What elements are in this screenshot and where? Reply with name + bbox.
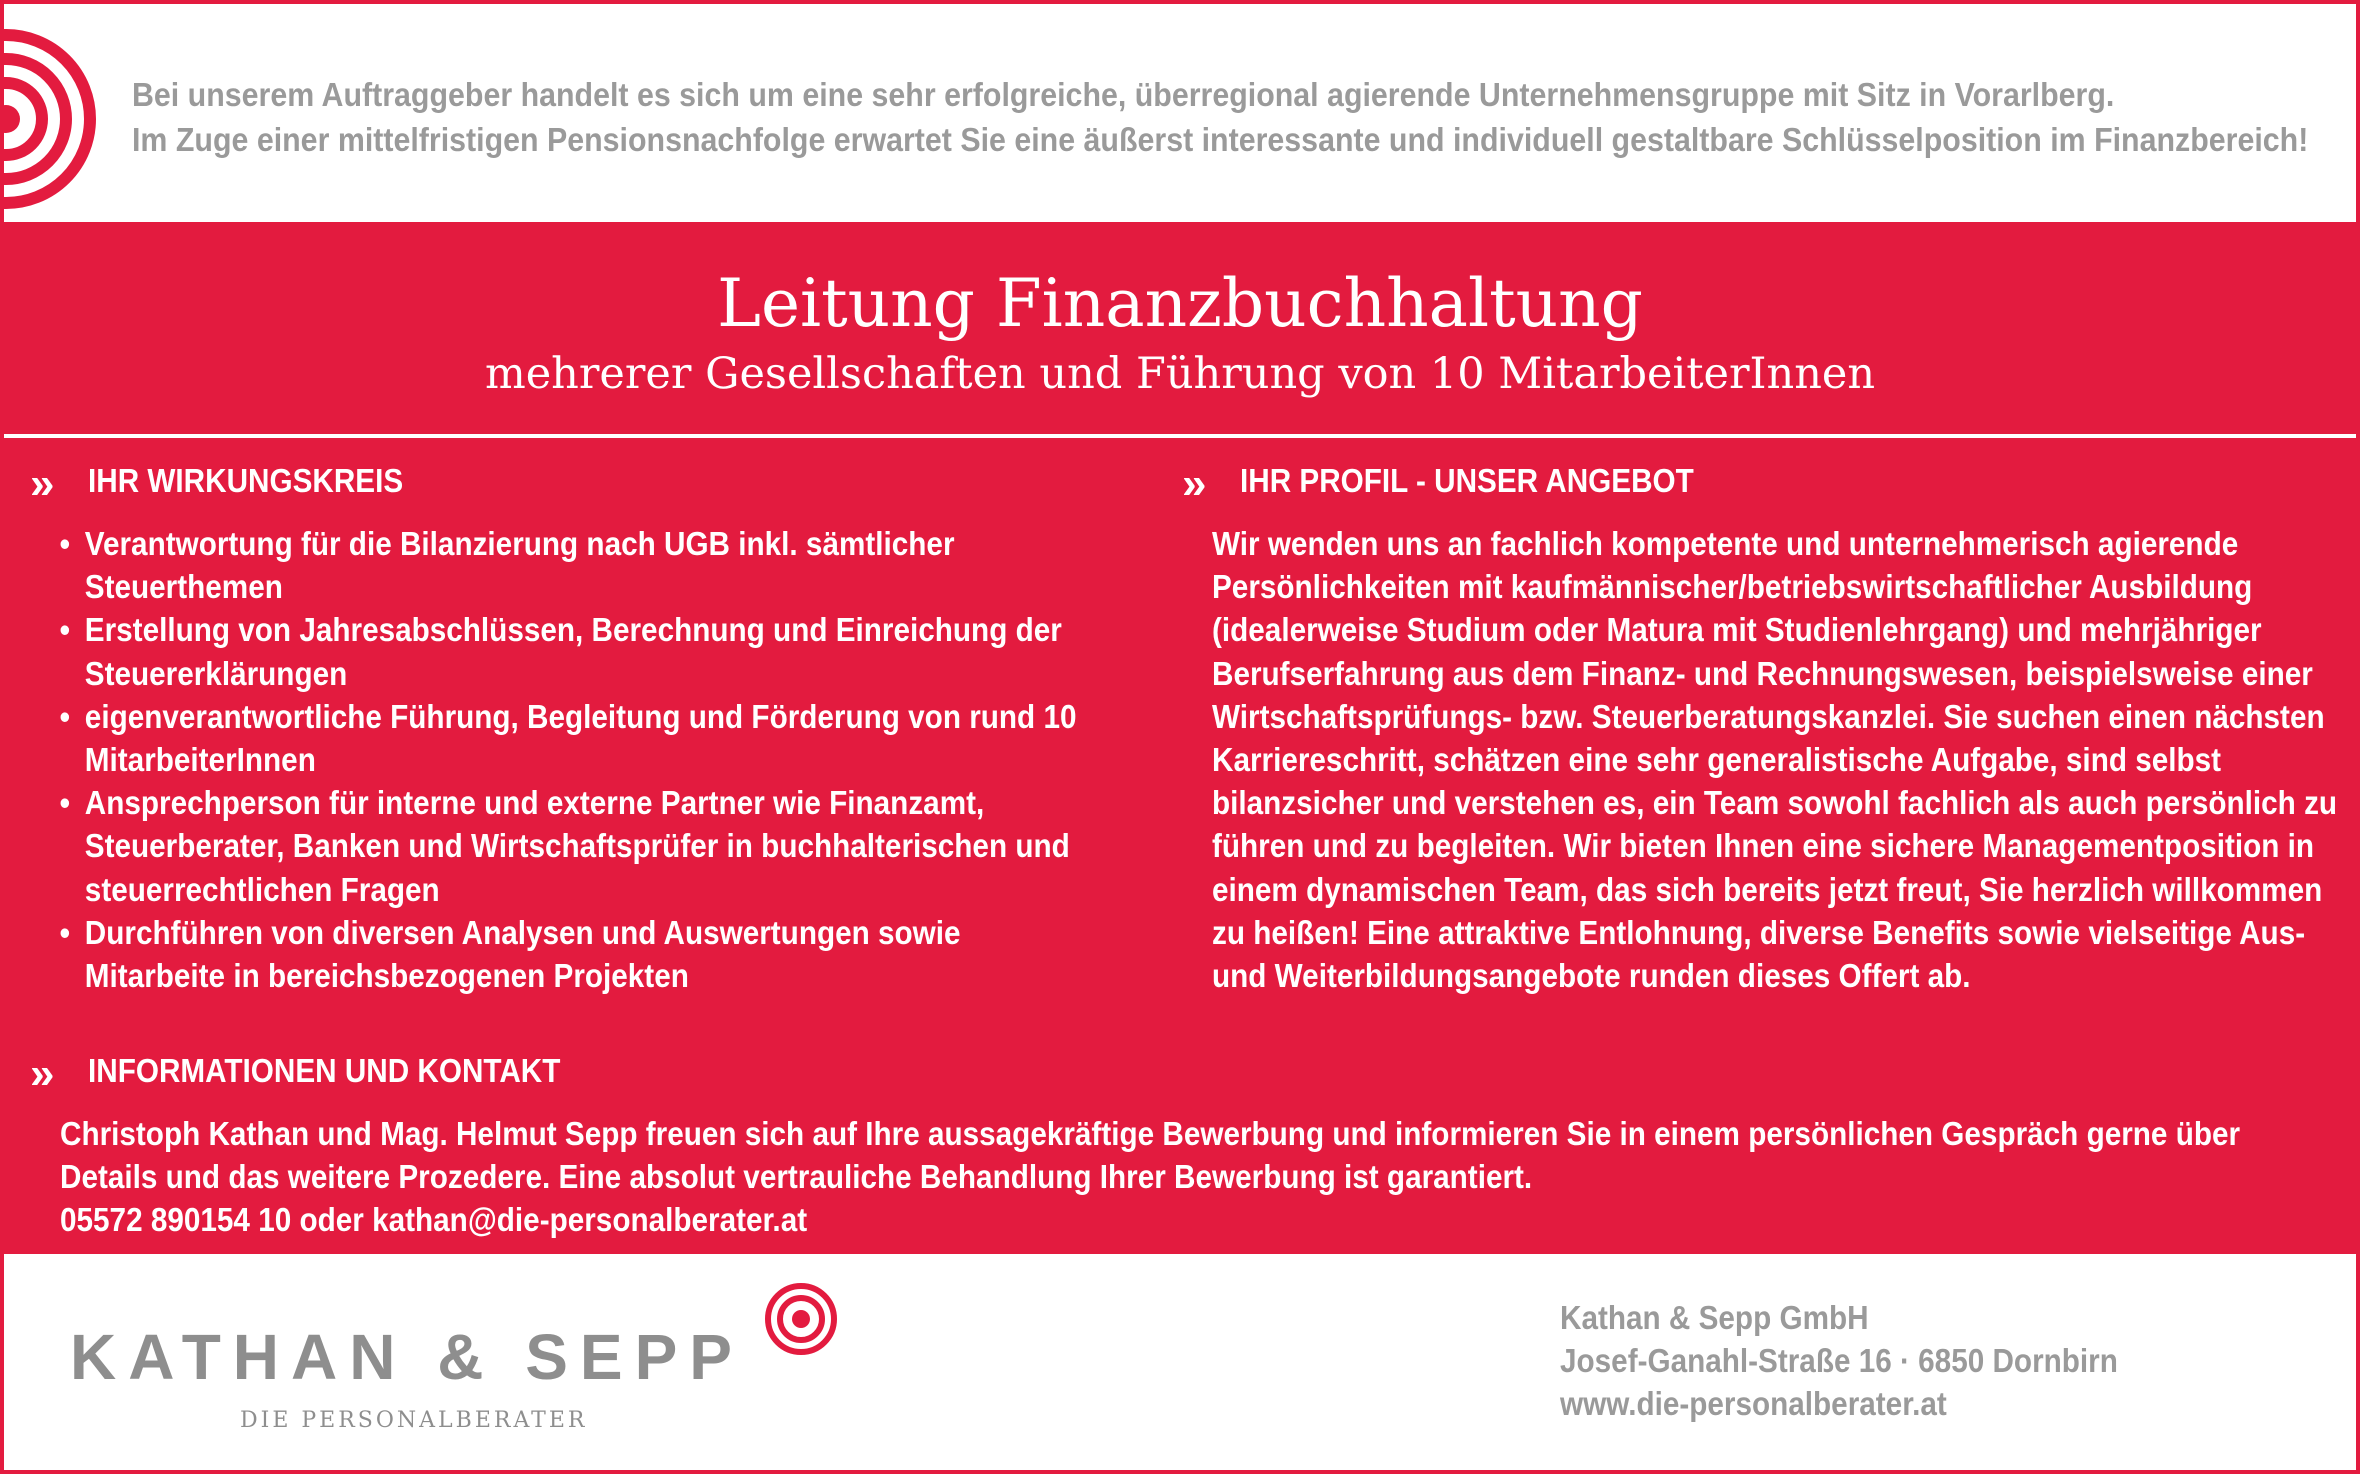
intro-text: [132, 72, 2309, 162]
logo-target-icon: [764, 1282, 838, 1356]
wirkungskreis-list: [56, 522, 1226, 997]
job-title: Leitung Finanzbuchhaltung: [717, 265, 1643, 342]
chevron-right-icon: »: [30, 1049, 55, 1098]
website-link[interactable]: www.die-personalberater.at: [1560, 1385, 1947, 1422]
list-item: • Durchführen von diversen Analysen und Auswertungen sowie Mitarbeite in bereichsbezogenen Projekten: [56, 911, 1109, 997]
list-item: • Verantwortung für die Bilanzierung nach UGB inkl. sämtlicher Steuerthemen: [56, 522, 1109, 608]
contact-line: Christoph Kathan und Mag. Helmut Sepp freuen sich auf Ihre aussagekräftige Bewerbung und informieren Sie in einem persönlichen Gespräch gerne über: [60, 1115, 2241, 1152]
section-heading-kontakt: INFORMATIONEN UND KONTAKT: [88, 1052, 561, 1089]
chevron-right-icon: »: [1182, 459, 1207, 508]
company-logo-tagline: DIE PERSONALBERATER: [240, 1408, 588, 1433]
section-heading-profil: IHR PROFIL - UNSER ANGEBOT: [1240, 462, 1694, 499]
chevron-right-icon: »: [30, 459, 55, 508]
company-name: Kathan & Sepp GmbH: [1560, 1299, 1869, 1336]
job-subtitle: mehrerer Gesellschaften und Führung von 10 MitarbeiterInnen: [484, 349, 1876, 399]
divider: [4, 434, 2356, 438]
list-item: • Ansprechperson für interne und externe Partner wie Finanzamt, Steuerberater, Banken und Wirtschaftsprüfer in buchhalterischen und steuerrechtlichen Fragen: [56, 781, 1109, 911]
company-address: [1560, 1296, 2118, 1425]
contact-line: Details und das weitere Prozedere. Eine absolut vertrauliche Behandlung Ihrer Bewerbung ist garantiert.: [60, 1158, 1533, 1196]
list-item: • Erstellung von Jahresabschlüssen, Berechnung und Einreichung der Steuererklärungen: [56, 608, 1109, 694]
company-logo: KATHAN & SEPP: [70, 1321, 744, 1393]
street-address: Josef-Ganahl-Straße 16 · 6850 Dornbirn: [1560, 1342, 2118, 1379]
target-icon: [0, 29, 96, 209]
contact-details[interactable]: 05572 890154 10 oder kathan@die-personalberater.at: [60, 1201, 808, 1239]
headline: [4, 222, 2356, 434]
list-item: • eigenverantwortliche Führung, Begleitung und Förderung von rund 10 MitarbeiterInnen: [56, 695, 1109, 781]
footer: [4, 1254, 2356, 1474]
content-band: [4, 222, 2356, 1254]
intro-line: Bei unserem Auftraggeber handelt es sich um eine sehr erfolgreiche, überregional agierende Unternehmensgruppe mit Sitz in Vorarlberg.: [132, 76, 2115, 113]
intro-line: Im Zuge einer mittelfristigen Pensionsnachfolge erwartet Sie eine äußerst interessante und individuell gestaltbare Schlüsselposition im Finanzbereich!: [132, 121, 2309, 158]
profil-paragraph: Wir wenden uns an fachlich kompetente und unternehmerisch agierende Persönlichkeiten mit kaufmännischer/betriebswirtschaftlicher Ausbildung (idealerweise Studium oder Matura mit Studienlehrgang) und mehrjähriger Berufserfahrung aus dem Finanz- und Rechnungswesen, beispielsweise einer Wirtschaftsprüfungs- bzw. Steuerberatungskanzlei. Sie suchen einen nächsten Karriereschritt, schätzen eine sehr generalistische Aufgabe, sind selbst bilanzsicher und verstehen es, ein Team sowohl fachlich als auch persönlich zu führen und zu begleiten. Wir bieten Ihnen eine sichere Managementposition in einem dynamischen Team, das sich bereits jetzt freut, Sie herzlich willkommen zu heißen! Eine attraktive Entlohnung, diverse Benefits sowie vielseitige Aus- und Weiterbildungsangebote runden dieses Offert ab.: [1212, 525, 2338, 995]
profil-text: [1212, 522, 2342, 997]
contact-text: [60, 1112, 2241, 1242]
section-heading-wirkungskreis: IHR WIRKUNGSKREIS: [88, 462, 404, 499]
intro-section: [4, 4, 2356, 222]
